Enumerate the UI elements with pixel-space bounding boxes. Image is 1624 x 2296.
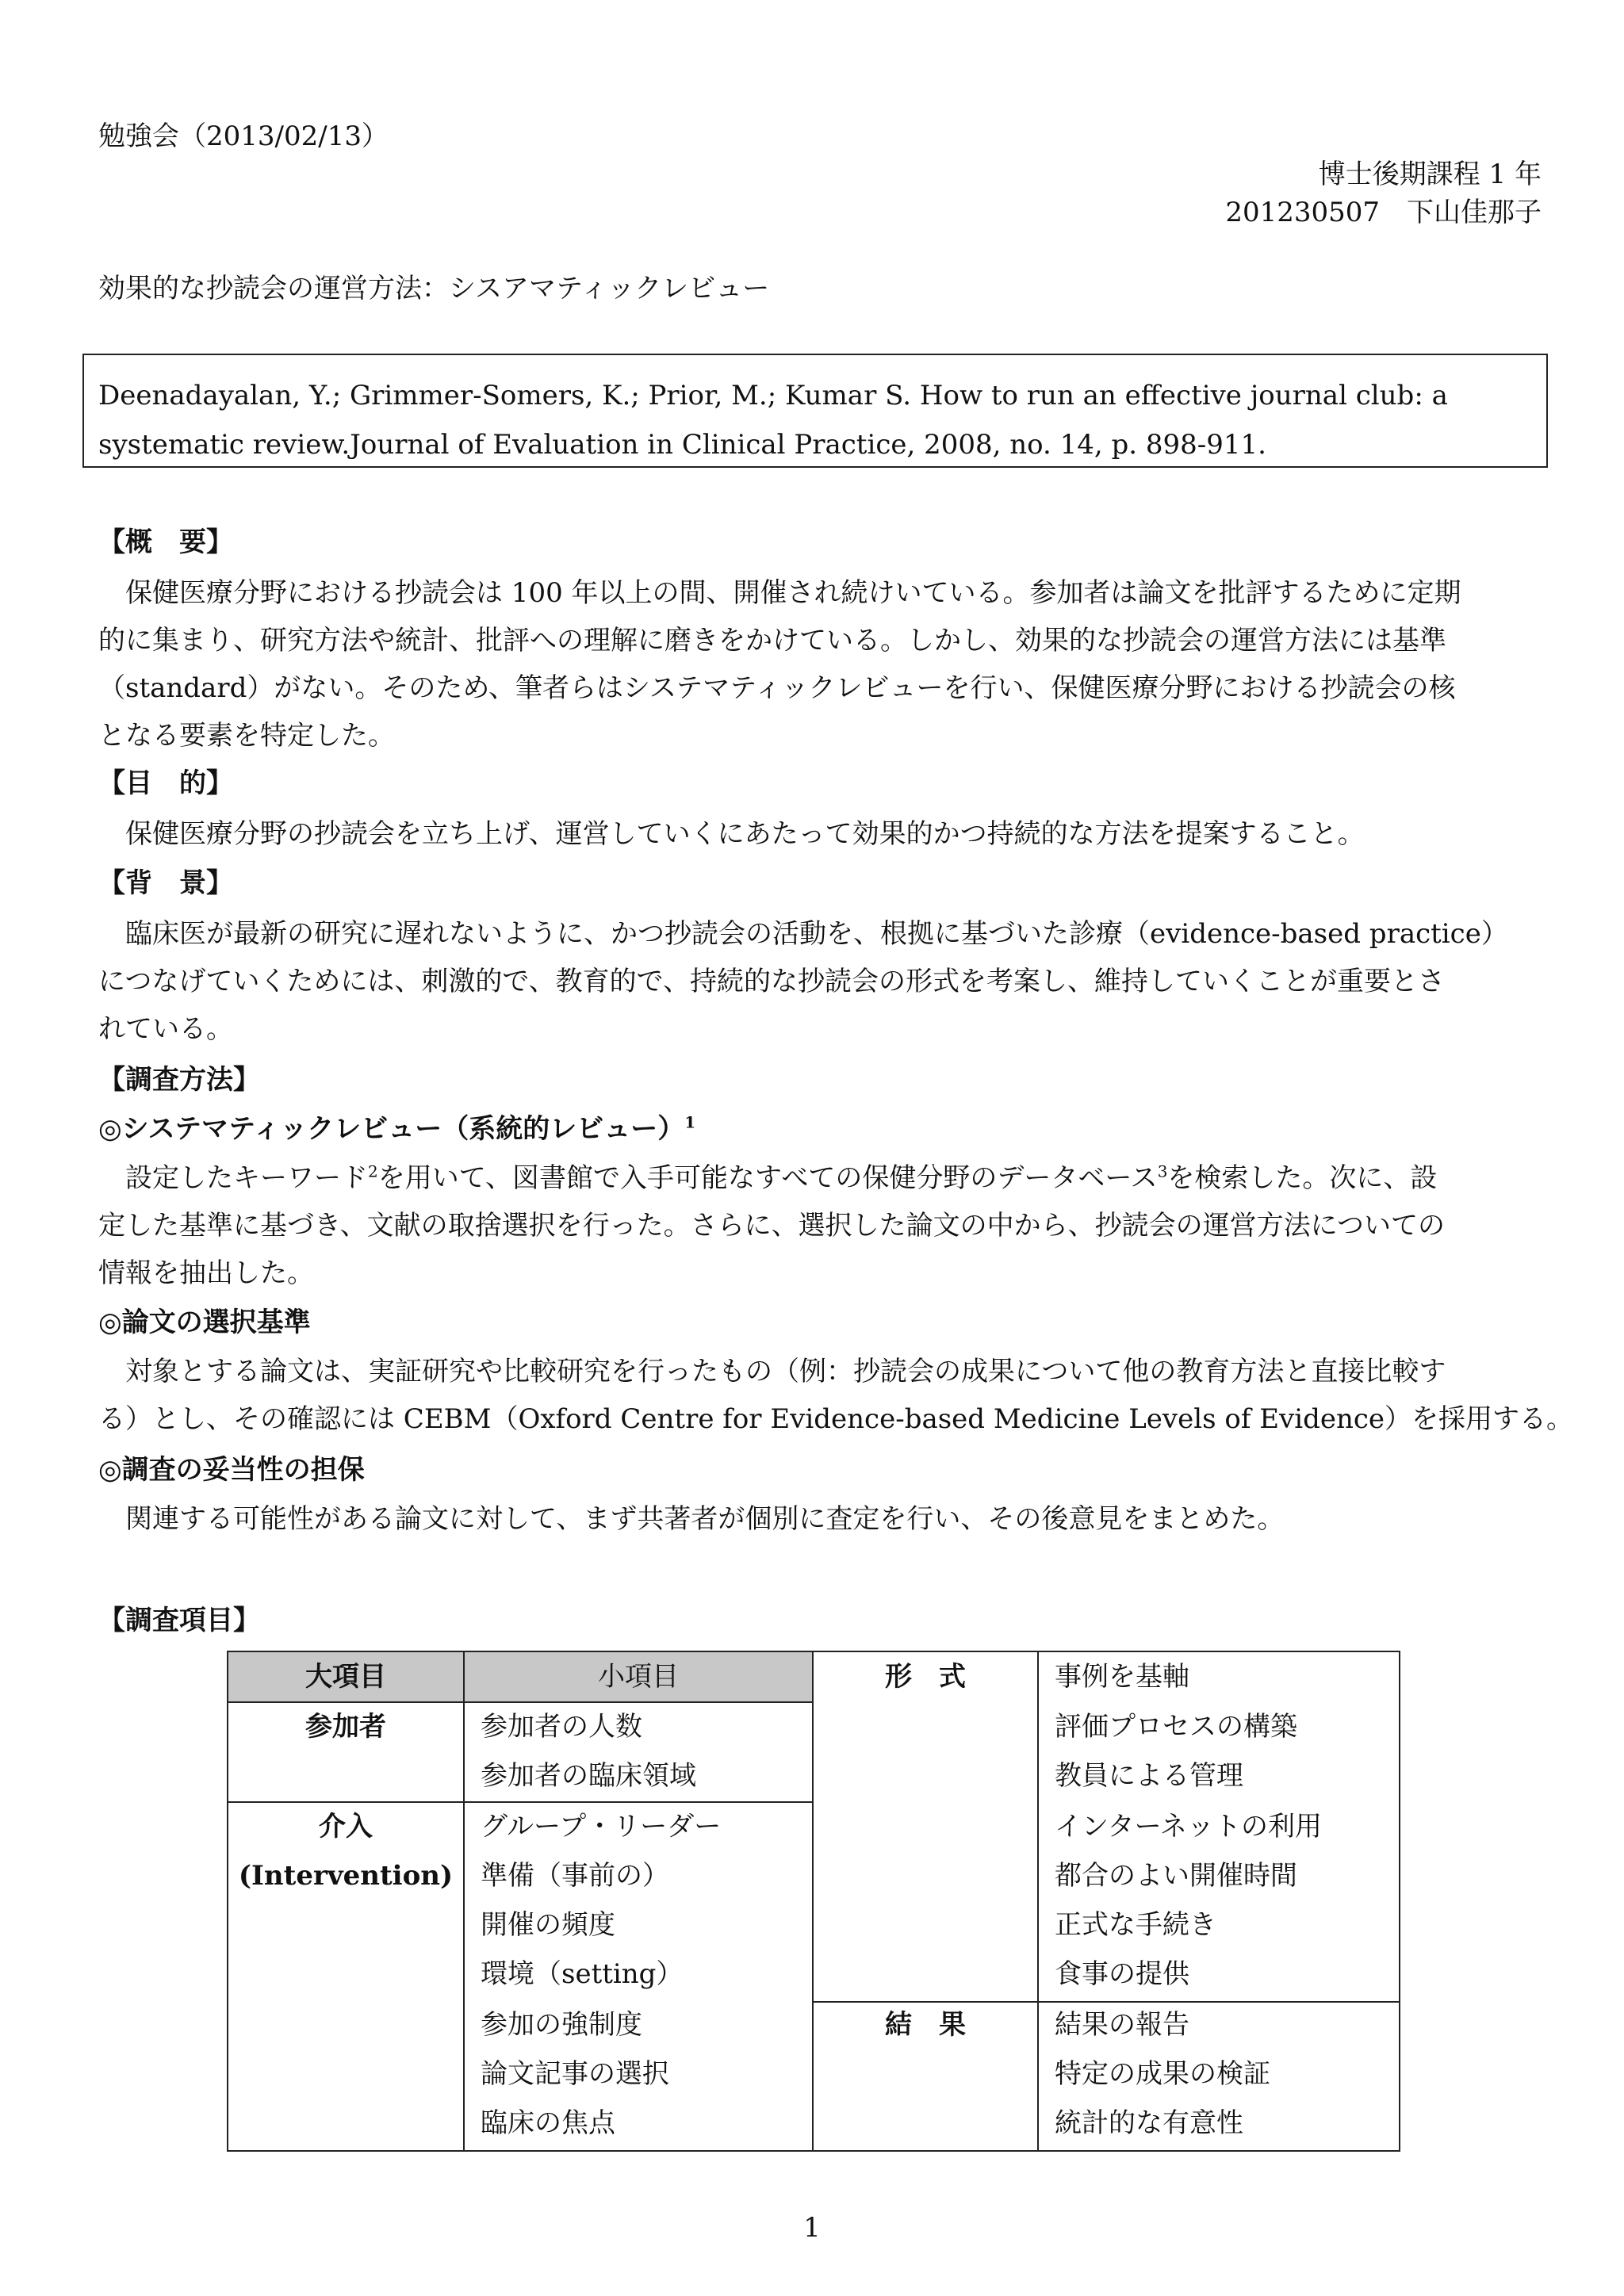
overview-line-2: 的に集まり、研究方法や統計、批評への理解に磨きをかけている。しかし、効果的な抄読会の運営方法には基準: [98, 625, 1446, 656]
format-item-6: 正式な手続き: [1055, 1909, 1216, 1941]
hline-header: [228, 1701, 814, 1703]
survey-items-table: [227, 1651, 1400, 2152]
intervention-item-4: 環境（setting）: [481, 1958, 684, 1990]
validity-heading: ◎調査の妥当性の担保: [98, 1454, 365, 1486]
validity-line-1: 関連する可能性がある論文に対して、まず共著者が個別に査定を行い、その後意見をまとめた。: [98, 1503, 1285, 1535]
method-line-1: [98, 1162, 1437, 1194]
results-label: 結 果: [885, 2009, 966, 2041]
method-heading: 【調査方法】: [98, 1064, 260, 1096]
format-item-2: 評価プロセスの構築: [1055, 1711, 1297, 1743]
course-label: 博士後期課程 1 年: [1318, 159, 1542, 190]
participants-item-1: 参加者の人数: [481, 1711, 642, 1743]
background-line-1: 臨床医が最新の研究に遅れないように、かつ抄読会の活動を、根拠に基づいた診療（evidence-based practice）: [98, 918, 1508, 950]
hline-format: [812, 2001, 1399, 2003]
intervention-item-2: 準備（事前の）: [481, 1860, 669, 1892]
overview-line-1: 保健医療分野における抄読会は 100 年以上の間、開催され続けいている。参加者は論文を批評するために定期: [98, 577, 1461, 609]
vline-1: [463, 1652, 465, 2150]
vline-3: [1037, 1652, 1039, 2150]
format-item-3: 教員による管理: [1055, 1760, 1243, 1792]
background-heading: 【背 景】: [98, 867, 233, 899]
selection-criteria-heading: ◎論文の選択基準: [98, 1307, 311, 1338]
footnote-ref-1: 1: [684, 1112, 696, 1132]
results-item-1: 結果の報告: [1055, 2009, 1189, 2041]
author-label: 201230507 下山佳那子: [1225, 197, 1542, 228]
citation-line-2: systematic review.Journal of Evaluation in Clinical Practice, 2008, no. 14, p. 898-911.: [98, 429, 1266, 461]
participants-label: 参加者: [305, 1711, 386, 1743]
participants-item-2: 参加者の臨床領域: [481, 1760, 696, 1792]
format-item-7: 食事の提供: [1055, 1958, 1189, 1990]
page-number: 1: [803, 2212, 821, 2244]
selection-line-2: る）とし、その確認には CEBM（Oxford Centre for Evidence-based Medicine Levels of Evidence）を採用する。: [98, 1403, 1574, 1435]
intervention-item-1: グループ・リーダー: [481, 1811, 722, 1843]
format-label: 形 式: [885, 1661, 966, 1693]
systematic-review-heading-text: ◎システマティックレビュー（系統的レビュー）: [98, 1113, 685, 1145]
method-line-1-part-c: を検索した。次に、設: [1167, 1162, 1438, 1194]
purpose-line-1: 保健医療分野の抄読会を立ち上げ、運営していくにあたって効果的かつ持続的な方法を提案すること。: [98, 818, 1365, 850]
systematic-review-heading: [98, 1113, 695, 1145]
footnote-ref-2: 2: [368, 1161, 378, 1181]
meeting-label: 勉強会（2013/02/13）: [98, 121, 389, 152]
overview-line-3: （standard）がない。そのため、筆者らはシステマティックレビューを行い、保健医療分野における抄読会の核: [98, 672, 1456, 704]
vline-2: [812, 1652, 814, 2150]
results-item-2: 特定の成果の検証: [1055, 2058, 1270, 2090]
header-major: 大項目: [305, 1661, 386, 1693]
format-item-5: 都合のよい開催時間: [1055, 1860, 1297, 1892]
citation-box: [82, 354, 1548, 468]
background-line-2: につなげていくためには、刺激的で、教育的で、持続的な抄読会の形式を考案し、維持していくことが重要とさ: [98, 966, 1445, 997]
format-item-1: 事例を基軸: [1055, 1661, 1189, 1693]
intervention-item-7: 臨床の焦点: [481, 2107, 615, 2139]
intervention-item-3: 開催の頻度: [481, 1909, 615, 1941]
overview-line-4: となる要素を特定した。: [98, 720, 395, 752]
background-line-3: れている。: [98, 1013, 233, 1045]
method-line-3: 情報を抽出した。: [98, 1257, 314, 1289]
method-line-2: 定した基準に基づき、文献の取捨選択を行った。さらに、選択した論文の中から、抄読会の運営方法についての: [98, 1210, 1445, 1242]
intervention-item-6: 論文記事の選択: [481, 2058, 669, 2090]
intervention-label-en: (Intervention): [238, 1860, 454, 1892]
intervention-item-5: 参加の強制度: [481, 2009, 642, 2041]
format-item-4: インターネットの利用: [1055, 1811, 1322, 1843]
document-title: 効果的な抄読会の運営方法：シスアマティックレビュー: [98, 273, 770, 304]
method-line-1-part-a: 設定したキーワード: [98, 1162, 368, 1194]
header-minor: 小項目: [598, 1661, 679, 1693]
selection-line-1: 対象とする論文は、実証研究や比較研究を行ったもの（例：抄読会の成果について他の教育方法と直接比較す: [98, 1356, 1446, 1387]
overview-heading: 【概 要】: [98, 526, 233, 558]
hline-participants: [228, 1801, 814, 1803]
footnote-ref-3: 3: [1157, 1161, 1168, 1181]
intervention-label: 介入: [319, 1811, 373, 1843]
results-item-3: 統計的な有意性: [1055, 2107, 1243, 2139]
citation-line-1: Deenadayalan, Y.; Grimmer-Somers, K.; Prior, M.; Kumar S. How to run an effective journal club: a: [98, 380, 1448, 411]
purpose-heading: 【目 的】: [98, 767, 233, 799]
items-heading: 【調査項目】: [98, 1605, 260, 1636]
method-line-1-part-b: を用いて、図書館で入手可能なすべての保健分野のデータベース: [377, 1162, 1158, 1194]
